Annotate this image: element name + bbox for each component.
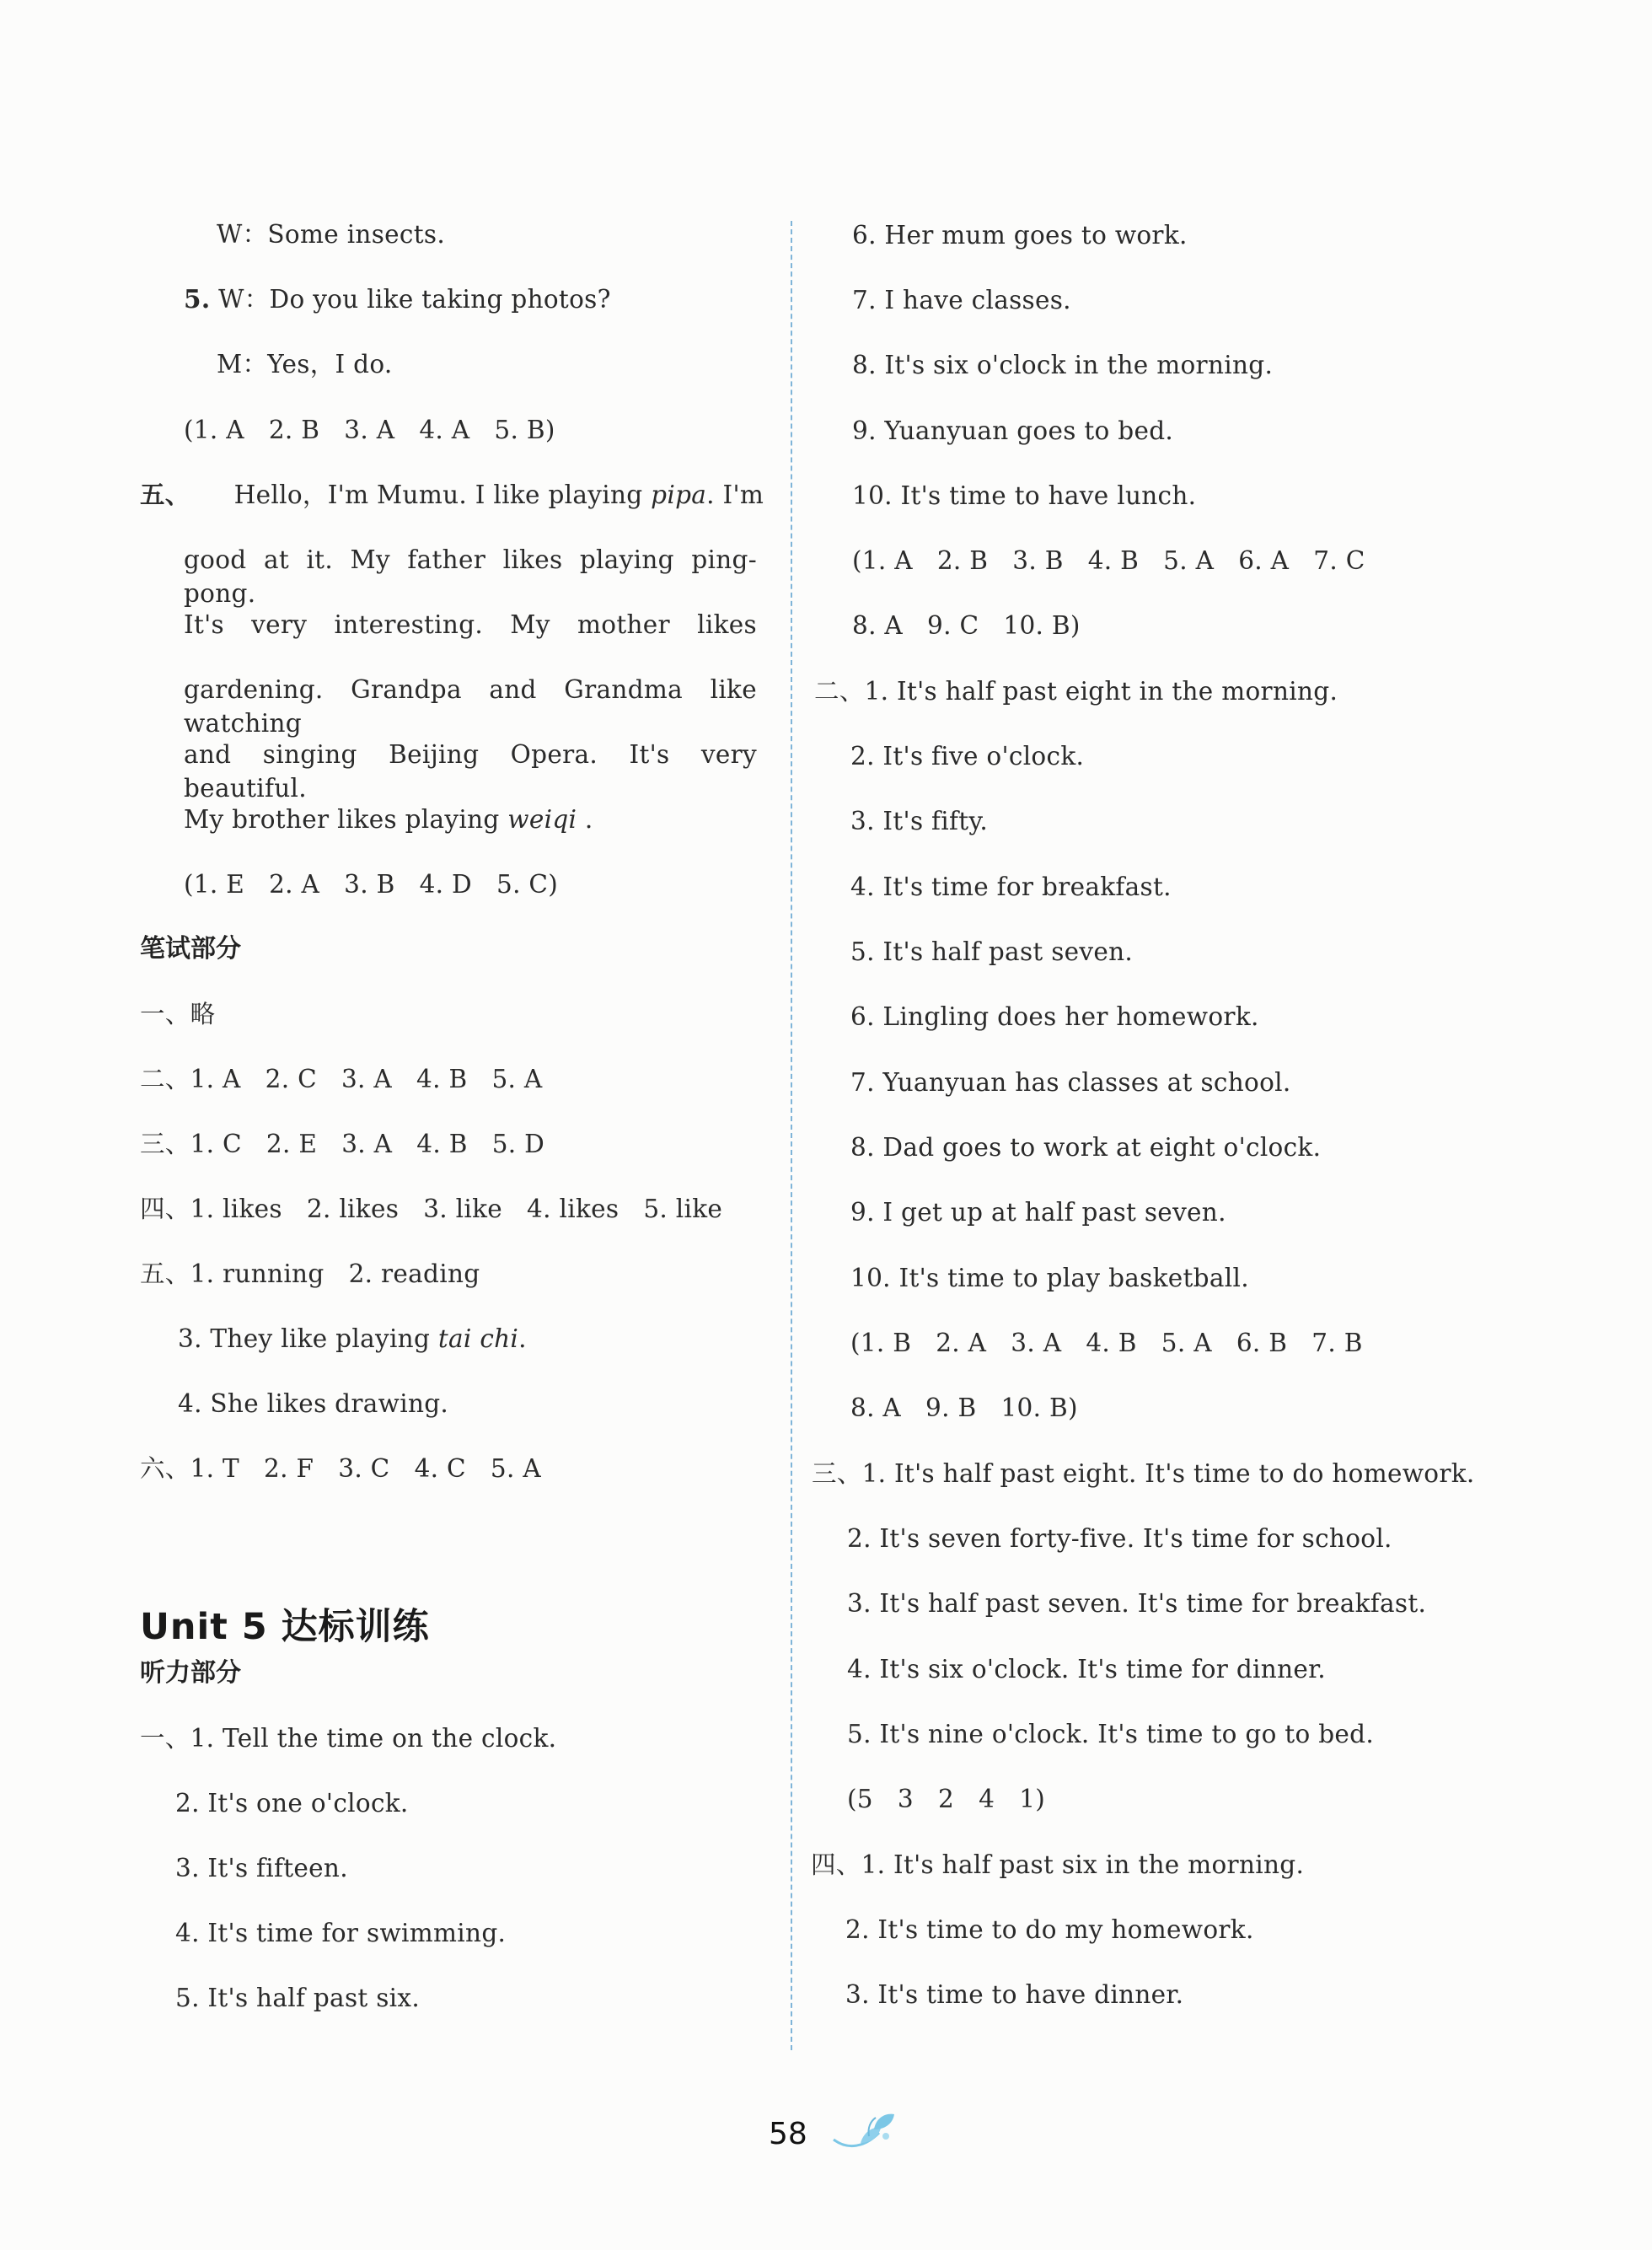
text-line: 3. It's fifty.	[850, 807, 989, 835]
text-line: 2. It's seven forty-five. It's time for school.	[847, 1524, 1392, 1553]
answer-key: (1. A 2. B 3. B 4. B 5. A 6. A 7. C	[852, 546, 1365, 575]
text-line: 4. She likes drawing.	[178, 1389, 449, 1418]
text-line: 6. Lingling does her homework.	[850, 1002, 1259, 1031]
text-line: My brother likes playing weiqi .	[184, 805, 593, 834]
text-line: 7. I have classes.	[852, 286, 1071, 314]
text-line: 2. It's time to do my homework.	[845, 1915, 1254, 1944]
text-line: 10. It's time to have lunch.	[852, 481, 1197, 510]
text-line: 一、略	[140, 1000, 216, 1028]
answer-key: 8. A 9. C 10. B)	[852, 611, 1081, 640]
answer-key: 8. A 9. B 10. B)	[850, 1393, 1078, 1422]
section-heading: 听力部分	[140, 1658, 241, 1688]
answer-key: 六、1. T 2. F 3. C 4. C 5. A	[140, 1454, 541, 1483]
text-line: 4. It's time for breakfast.	[850, 873, 1172, 901]
text-line: 8. Dad goes to work at eight o'clock.	[850, 1133, 1322, 1162]
text-line: 三、1. It's half past eight. It's time to do homework.	[812, 1459, 1475, 1488]
answer-key: 四、1. likes 2. likes 3. like 4. likes 5. like	[140, 1195, 723, 1223]
text-line: and singing Beijing Opera. It's very beautiful.	[184, 740, 757, 803]
answer-key: (5 3 2 4 1)	[847, 1785, 1046, 1813]
answer-key: 三、1. C 2. E 3. A 4. B 5. D	[140, 1130, 545, 1158]
text-line: 一、1. Tell the time on the clock.	[140, 1724, 557, 1753]
text-line: 四、1. It's half past six in the morning.	[811, 1850, 1305, 1879]
text-line: 5. It's nine o'clock. It's time to go to bed.	[847, 1720, 1375, 1748]
text-line: 二、1. It's half past eight in the morning.	[814, 677, 1338, 706]
text-line: 3. It's time to have dinner.	[845, 1980, 1184, 2009]
text-line: 3. It's fifteen.	[175, 1854, 348, 1882]
text-line: gardening. Grandpa and Grandma like watching	[184, 675, 757, 738]
text-line: 8. It's six o'clock in the morning.	[852, 351, 1274, 379]
leaf-decoration-icon	[830, 2106, 898, 2156]
text-line: 2. It's one o'clock.	[175, 1789, 409, 1818]
text-line: 5. It's half past six.	[175, 1984, 421, 2012]
text-line: 4. It's time for swimming.	[175, 1919, 507, 1947]
text-line: 6. Her mum goes to work.	[852, 221, 1188, 250]
text-line: good at it. My father likes playing ping-pong.	[184, 545, 757, 608]
text-line: 7. Yuanyuan has classes at school.	[850, 1068, 1291, 1097]
text-line: 5. It's half past seven.	[850, 937, 1134, 966]
text-line: It's very interesting. My mother likes	[184, 610, 757, 639]
text-line: 10. It's time to play basketball.	[850, 1264, 1249, 1292]
text-line: M：Yes，I do.	[217, 350, 393, 379]
text-line: 五、 Hello，I'm Mumu. I like playing pipa. I'm	[140, 481, 764, 509]
text-line: 3. They like playing tai chi.	[178, 1324, 527, 1353]
answer-key: 二、1. A 2. C 3. A 4. B 5. A	[140, 1065, 543, 1093]
answer-key: (1. A 2. B 3. A 4. A 5. B)	[184, 416, 555, 444]
text-line: 3. It's half past seven. It's time for breakfast.	[847, 1589, 1427, 1618]
answer-key: (1. E 2. A 3. B 4. D 5. C)	[184, 870, 559, 899]
unit-title: Unit 5 达标训练	[140, 1606, 430, 1648]
text-line: 9. Yuanyuan goes to bed.	[852, 416, 1174, 445]
answer-key: 五、1. running 2. reading	[140, 1259, 480, 1288]
text-line: 2. It's five o'clock.	[850, 742, 1085, 771]
section-heading: 笔试部分	[140, 934, 241, 964]
text-line: 4. It's six o'clock. It's time for dinner.	[847, 1655, 1326, 1683]
text-line: W：Some insects.	[217, 220, 446, 249]
page-number: 58	[769, 2117, 807, 2151]
text-line: 5. W：Do you like taking photos?	[184, 284, 611, 314]
column-divider	[791, 221, 792, 2050]
answer-key: (1. B 2. A 3. A 4. B 5. A 6. B 7. B	[850, 1329, 1363, 1357]
text-line: 9. I get up at half past seven.	[850, 1198, 1226, 1227]
